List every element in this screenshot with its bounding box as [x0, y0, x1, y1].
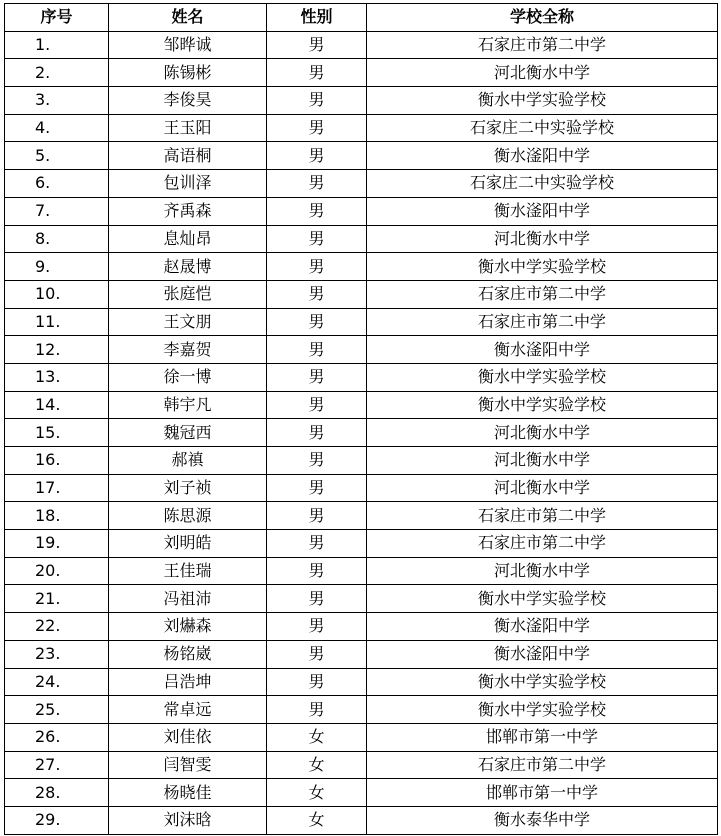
cell-school: 石家庄二中实验学校 — [367, 114, 718, 142]
cell-gender: 男 — [267, 419, 367, 447]
cell-name: 包训泽 — [109, 170, 267, 198]
cell-school: 衡水滏阳中学 — [367, 142, 718, 170]
cell-name: 赵晟博 — [109, 253, 267, 281]
cell-school: 石家庄市第二中学 — [367, 31, 718, 59]
cell-school: 衡水中学实验学校 — [367, 585, 718, 613]
cell-gender: 男 — [267, 253, 367, 281]
table-row — [5, 447, 718, 475]
cell-school: 河北衡水中学 — [367, 447, 718, 475]
cell-school: 石家庄市第二中学 — [367, 502, 718, 530]
cell-index: 26. — [5, 723, 109, 751]
cell-name: 王文朋 — [109, 308, 267, 336]
table-row — [5, 474, 718, 502]
cell-school: 衡水滏阳中学 — [367, 197, 718, 225]
cell-index: 20. — [5, 557, 109, 585]
cell-gender: 男 — [267, 640, 367, 668]
cell-name: 冯祖沛 — [109, 585, 267, 613]
table-row — [5, 696, 718, 724]
cell-school: 衡水中学实验学校 — [367, 253, 718, 281]
cell-gender: 男 — [267, 530, 367, 558]
cell-name: 常卓远 — [109, 696, 267, 724]
table-row — [5, 502, 718, 530]
cell-index: 28. — [5, 779, 109, 807]
cell-index: 8. — [5, 225, 109, 253]
table-row — [5, 336, 718, 364]
cell-name: 闫智雯 — [109, 751, 267, 779]
cell-gender: 女 — [267, 751, 367, 779]
cell-gender: 男 — [267, 336, 367, 364]
table-row — [5, 114, 718, 142]
cell-name: 刘子祯 — [109, 474, 267, 502]
header-index: 序号 — [5, 4, 109, 32]
cell-name: 陈思源 — [109, 502, 267, 530]
cell-name: 吕浩坤 — [109, 668, 267, 696]
cell-school: 衡水中学实验学校 — [367, 391, 718, 419]
cell-name: 杨晓佳 — [109, 779, 267, 807]
cell-gender: 男 — [267, 114, 367, 142]
table-row — [5, 806, 718, 834]
cell-index: 18. — [5, 502, 109, 530]
cell-gender: 男 — [267, 585, 367, 613]
table-header-row — [5, 4, 718, 32]
cell-gender: 男 — [267, 225, 367, 253]
header-school: 学校全称 — [367, 4, 718, 32]
cell-school: 衡水滏阳中学 — [367, 613, 718, 641]
table-row — [5, 723, 718, 751]
cell-school: 衡水滏阳中学 — [367, 336, 718, 364]
cell-school: 衡水中学实验学校 — [367, 668, 718, 696]
cell-school: 邯郸市第一中学 — [367, 723, 718, 751]
cell-name: 魏冠西 — [109, 419, 267, 447]
cell-gender: 男 — [267, 502, 367, 530]
cell-name: 王佳瑞 — [109, 557, 267, 585]
table-row — [5, 779, 718, 807]
table-row — [5, 31, 718, 59]
cell-gender: 男 — [267, 668, 367, 696]
table-row — [5, 170, 718, 198]
cell-school: 衡水滏阳中学 — [367, 640, 718, 668]
cell-index: 19. — [5, 530, 109, 558]
cell-index: 17. — [5, 474, 109, 502]
table-row — [5, 419, 718, 447]
table-row — [5, 363, 718, 391]
cell-gender: 男 — [267, 59, 367, 87]
cell-school: 衡水中学实验学校 — [367, 363, 718, 391]
cell-name: 刘佳依 — [109, 723, 267, 751]
cell-school: 衡水泰华中学 — [367, 806, 718, 834]
cell-school: 河北衡水中学 — [367, 557, 718, 585]
cell-school: 石家庄市第二中学 — [367, 308, 718, 336]
cell-gender: 男 — [267, 170, 367, 198]
cell-name: 陈锡彬 — [109, 59, 267, 87]
table-row — [5, 225, 718, 253]
table-row — [5, 253, 718, 281]
cell-index: 24. — [5, 668, 109, 696]
cell-index: 29. — [5, 806, 109, 834]
cell-school: 石家庄市第二中学 — [367, 280, 718, 308]
cell-name: 杨铭崴 — [109, 640, 267, 668]
cell-school: 石家庄市第二中学 — [367, 751, 718, 779]
cell-index: 4. — [5, 114, 109, 142]
cell-gender: 男 — [267, 474, 367, 502]
cell-name: 邹晔诚 — [109, 31, 267, 59]
cell-gender: 男 — [267, 142, 367, 170]
table-row — [5, 668, 718, 696]
cell-name: 刘爀森 — [109, 613, 267, 641]
cell-index: 13. — [5, 363, 109, 391]
table-row — [5, 87, 718, 115]
cell-gender: 女 — [267, 806, 367, 834]
cell-index: 5. — [5, 142, 109, 170]
cell-index: 1. — [5, 31, 109, 59]
student-roster-table — [4, 3, 718, 835]
cell-school: 河北衡水中学 — [367, 225, 718, 253]
cell-index: 11. — [5, 308, 109, 336]
cell-school: 石家庄市第二中学 — [367, 530, 718, 558]
cell-gender: 男 — [267, 391, 367, 419]
header-name: 姓名 — [109, 4, 267, 32]
cell-school: 石家庄二中实验学校 — [367, 170, 718, 198]
cell-gender: 女 — [267, 779, 367, 807]
table-row — [5, 613, 718, 641]
table-row — [5, 280, 718, 308]
cell-index: 6. — [5, 170, 109, 198]
cell-index: 23. — [5, 640, 109, 668]
cell-gender: 男 — [267, 31, 367, 59]
cell-school: 河北衡水中学 — [367, 59, 718, 87]
cell-school: 河北衡水中学 — [367, 474, 718, 502]
cell-index: 3. — [5, 87, 109, 115]
cell-gender: 男 — [267, 87, 367, 115]
cell-name: 张庭恺 — [109, 280, 267, 308]
cell-index: 10. — [5, 280, 109, 308]
cell-index: 25. — [5, 696, 109, 724]
table-row — [5, 308, 718, 336]
cell-index: 7. — [5, 197, 109, 225]
cell-gender: 男 — [267, 447, 367, 475]
cell-name: 齐禹森 — [109, 197, 267, 225]
cell-index: 21. — [5, 585, 109, 613]
cell-school: 衡水中学实验学校 — [367, 696, 718, 724]
cell-gender: 男 — [267, 197, 367, 225]
cell-gender: 男 — [267, 363, 367, 391]
cell-index: 14. — [5, 391, 109, 419]
cell-index: 27. — [5, 751, 109, 779]
cell-index: 16. — [5, 447, 109, 475]
table-row — [5, 530, 718, 558]
cell-name: 李俊昊 — [109, 87, 267, 115]
cell-gender: 女 — [267, 723, 367, 751]
table-row — [5, 142, 718, 170]
table-row — [5, 751, 718, 779]
table-row — [5, 197, 718, 225]
cell-name: 王玉阳 — [109, 114, 267, 142]
cell-name: 刘沫晗 — [109, 806, 267, 834]
cell-gender: 男 — [267, 696, 367, 724]
cell-name: 高语桐 — [109, 142, 267, 170]
cell-index: 12. — [5, 336, 109, 364]
cell-name: 息灿昂 — [109, 225, 267, 253]
cell-school: 邯郸市第一中学 — [367, 779, 718, 807]
cell-index: 2. — [5, 59, 109, 87]
header-gender: 性别 — [267, 4, 367, 32]
cell-gender: 男 — [267, 557, 367, 585]
cell-name: 徐一博 — [109, 363, 267, 391]
table-row — [5, 585, 718, 613]
cell-name: 李嘉贺 — [109, 336, 267, 364]
cell-gender: 男 — [267, 280, 367, 308]
table-row — [5, 557, 718, 585]
table-row — [5, 640, 718, 668]
cell-school: 衡水中学实验学校 — [367, 87, 718, 115]
table-body — [5, 31, 718, 834]
table-row — [5, 391, 718, 419]
cell-school: 河北衡水中学 — [367, 419, 718, 447]
cell-gender: 男 — [267, 308, 367, 336]
cell-name: 郝禛 — [109, 447, 267, 475]
cell-index: 9. — [5, 253, 109, 281]
cell-name: 韩宇凡 — [109, 391, 267, 419]
cell-index: 15. — [5, 419, 109, 447]
table-row — [5, 59, 718, 87]
cell-name: 刘明皓 — [109, 530, 267, 558]
cell-gender: 男 — [267, 613, 367, 641]
cell-index: 22. — [5, 613, 109, 641]
